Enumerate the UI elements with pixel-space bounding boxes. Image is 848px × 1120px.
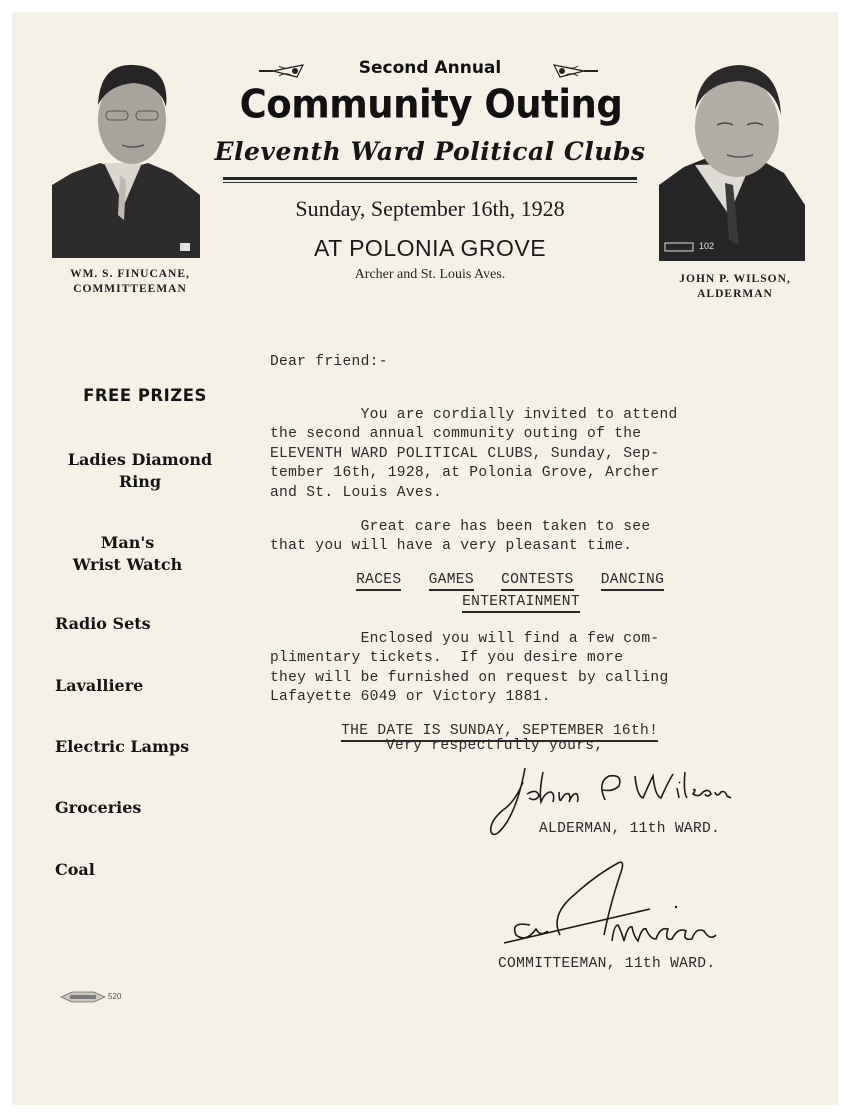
prize-item [55,797,141,819]
caption-wilson [645,272,825,302]
prize-label: Electric Lamps [55,737,190,756]
prize-label: Man's [100,533,155,552]
finucane-name: WM. S. FINUCANE, [70,268,190,280]
event-address: Archer and St. Louis Aves. [354,267,506,282]
prize-label: Radio Sets [55,614,151,633]
portrait-finucane [52,55,200,258]
role-alderman: ALDERMAN, 11th WARD. [539,821,721,837]
letter-line: Lafayette 6049 or Victory 1881. [270,689,551,706]
header-rule [223,177,637,180]
page-title: Community Outing [239,81,623,128]
prize-item [55,675,143,697]
header-rule-thin [223,182,637,183]
prize-item [55,736,189,758]
letter-line: Great care has been taken to see [270,518,651,535]
portrait-wilson [659,55,805,261]
letter-line: You are cordially invited to attend [270,406,678,423]
event-location: AT POLONIA GROVE [313,235,547,261]
salutation: Dear friend:- [270,354,388,370]
activity-contests: CONTESTS [501,572,573,591]
prize-label: Ladies Diamond [67,450,213,469]
role-committeeman: COMMITTEEMAN, 11th WARD. [498,956,716,972]
prize-label: Ring [118,472,162,491]
caption-finucane [40,267,220,297]
prize-item [30,532,225,576]
prize-item [40,449,240,493]
letter-line: Enclosed you will find a few com- [270,630,660,647]
finucane-title: COMMITTEEMAN [73,283,187,295]
activity-dancing: DANCING [601,572,664,591]
letter-line: the second annual community outing of the [270,426,642,443]
letter-line: they will be furnished on request by calling [270,669,669,686]
letter-line: that you will have a very pleasant time. [270,538,633,555]
wilson-title: ALDERMAN [697,288,773,300]
prize-label: Groceries [55,798,142,817]
closing: Very respectfully yours, [386,738,604,754]
union-label-number: 520 [108,992,122,1001]
letter-line: ELEVENTH WARD POLITICAL CLUBS, Sunday, Sep- [270,445,660,462]
activity-entertainment-row [444,573,580,612]
letter-line: tember 16th, 1928, at Polonia Grove, Archer [270,465,660,482]
prizes-heading: FREE PRIZES [83,386,207,405]
prize-label: Wrist Watch [72,555,183,574]
prize-label: Coal [55,860,95,879]
header-kicker: Second Annual [358,58,502,78]
activity-races: RACES [356,572,401,591]
date-reminder-row [323,702,658,741]
event-date: Sunday, September 16th, 1928 [295,196,565,221]
prize-item [55,859,95,881]
letter-line: plimentary tickets. If you desire more [270,650,624,667]
wilson-name: JOHN P. WILSON, [679,273,791,285]
header-subtitle: Eleventh Ward Political Clubs [214,137,646,166]
prize-label: Lavalliere [55,676,144,695]
union-label-icon [60,990,106,1004]
date-reminder: THE DATE IS SUNDAY, SEPTEMBER 16th! [341,723,658,742]
engraver-mark: 102 [699,241,715,251]
prize-item [55,613,151,635]
activity-entertainment: ENTERTAINMENT [462,594,580,613]
signature-finucane [500,855,740,950]
activity-games: GAMES [429,572,474,591]
letter-line: and St. Louis Aves. [270,484,443,501]
